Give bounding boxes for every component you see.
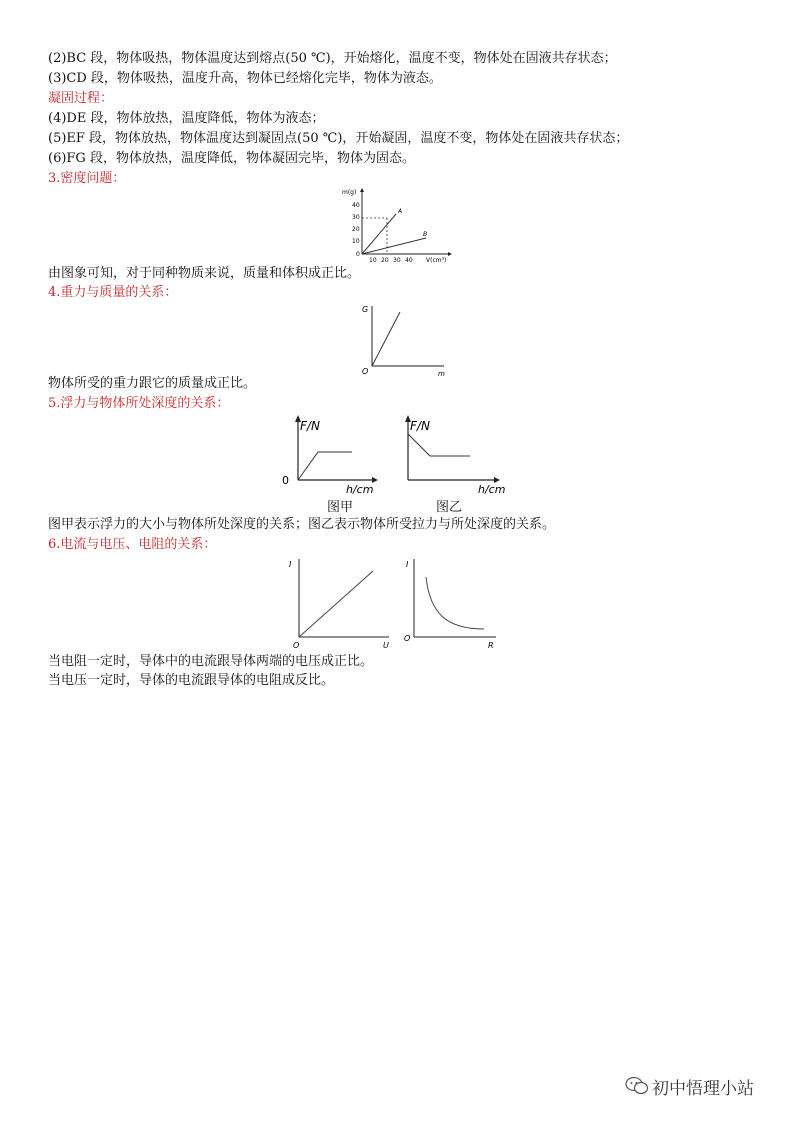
cv-xlabel: U <box>383 641 389 650</box>
density-xlabel: V(cm³) <box>426 257 447 264</box>
density-series-b-line <box>362 238 426 254</box>
watermark-text: 初中悟理小站 <box>652 1079 754 1099</box>
text-line-fg: (6)FG 段，物体放热，温度降低，物体凝固完毕，物体为固态。 <box>48 151 415 166</box>
buoyancy-right-ylabel: F/N <box>410 419 430 433</box>
density-xtick: 30 <box>393 257 401 264</box>
heading-current: 6.电流与电压、电阻的关系： <box>48 537 217 552</box>
gravity-ylabel: G <box>362 305 369 314</box>
text-line-de: (4)DE 段，物体放热，温度降低，物体为液态； <box>48 111 325 126</box>
wechat-icon <box>625 1076 649 1096</box>
buoyancy-left-ylabel: F/N <box>300 419 320 433</box>
heading-buoyancy: 5.浮力与物体所处深度的关系： <box>48 396 230 411</box>
cv-origin: O <box>293 641 300 650</box>
heading-gravity: 4.重力与质量的关系： <box>48 285 178 300</box>
cr-ylabel: I <box>406 560 409 569</box>
density-ytick: 20 <box>352 226 360 233</box>
density-xtick: 10 <box>369 257 377 264</box>
heading-density: 3.密度问题： <box>48 171 126 186</box>
buoyancy-right-line <box>408 434 470 456</box>
text-line-cd: (3)CD 段，物体吸热，温度升高，物体已经熔化完毕，物体为液态。 <box>48 71 442 86</box>
text-line-ef: (5)EF 段，物体放热，物体温度达到凝固点(50 ℃)，开始凝固，温度不变，物体处在固液共存状态； <box>48 131 629 146</box>
caption-left: 图甲 <box>327 500 354 515</box>
caption-right: 图乙 <box>436 500 463 515</box>
density-chart <box>340 186 460 266</box>
gravity-origin: O <box>362 367 369 376</box>
buoyancy-left-line <box>298 452 352 480</box>
text-buoyancy-conclusion: 图甲表示浮力的大小与物体所处深度的关系；图乙表示物体所受拉力与所处深度的关系。 <box>48 517 556 532</box>
cv-ylabel: I <box>289 560 292 569</box>
text-current-resistance: 当电压一定时，导体的电流跟导体的电阻成反比。 <box>48 673 335 688</box>
current-voltage-chart <box>285 555 395 650</box>
density-xtick: 20 <box>381 257 389 264</box>
density-series-a-line <box>362 214 396 254</box>
heading-solidification: 凝固过程： <box>48 91 114 106</box>
density-xtick: 40 <box>405 257 413 264</box>
cr-origin: O <box>404 634 411 643</box>
density-ytick: 40 <box>352 202 360 209</box>
density-ytick: 0 <box>356 251 360 258</box>
density-series-b-label: B <box>423 231 428 238</box>
buoyancy-right-xlabel: h/cm <box>478 483 506 494</box>
density-ytick: 30 <box>352 214 360 221</box>
gravity-line <box>372 312 400 366</box>
current-resistance-curve <box>426 577 484 629</box>
gravity-xlabel: m <box>438 370 445 378</box>
density-ytick: 10 <box>352 238 360 245</box>
buoyancy-chart-right <box>398 412 508 494</box>
buoyancy-left-xlabel: h/cm <box>346 483 374 494</box>
gravity-chart <box>360 300 450 380</box>
density-ylabel: m(g) <box>342 189 357 196</box>
current-voltage-line <box>299 571 373 637</box>
cr-xlabel: R <box>488 641 494 650</box>
text-density-conclusion: 由图象可知，对于同种物质来说，质量和体积成正比。 <box>48 266 361 281</box>
current-resistance-chart <box>400 555 500 650</box>
text-gravity-conclusion: 物体所受的重力跟它的质量成正比。 <box>48 376 257 391</box>
buoyancy-chart-left <box>280 412 380 494</box>
text-current-voltage: 当电阻一定时，导体中的电流跟导体两端的电压成正比。 <box>48 654 374 669</box>
buoyancy-left-origin: 0 <box>282 474 289 487</box>
density-series-a-label: A <box>398 208 403 215</box>
text-line-bc: (2)BC 段，物体吸热，物体温度达到熔点(50 ℃)，开始熔化，温度不变，物体处在固液共存状态； <box>48 51 617 66</box>
